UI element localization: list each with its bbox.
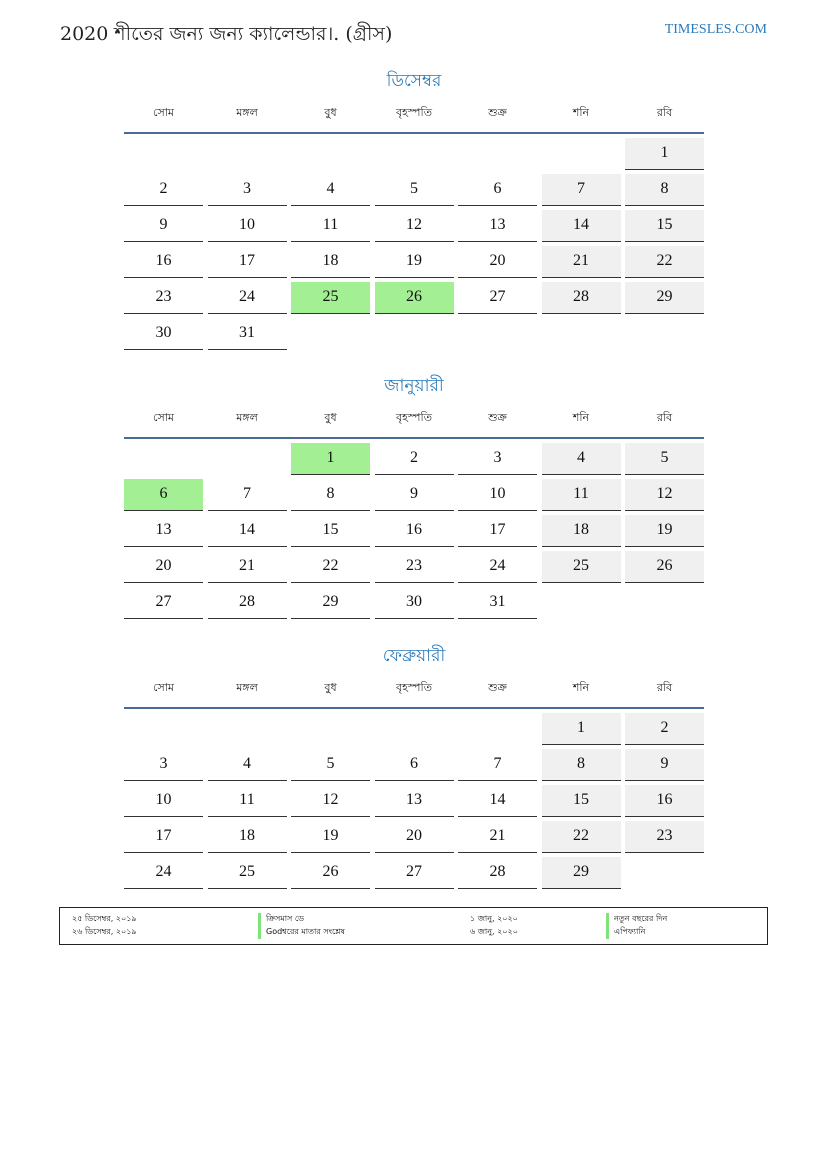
empty-cell: [291, 138, 370, 170]
day-cell: 17: [208, 246, 287, 278]
day-cell: 24: [208, 282, 287, 314]
day-cell: 14: [542, 210, 621, 242]
day-cell: 30: [375, 587, 454, 619]
day-cell: 22: [625, 246, 704, 278]
day-cell: 8: [542, 749, 621, 781]
day-cell: 25: [291, 282, 370, 314]
day-cell: 31: [458, 587, 537, 619]
holiday-legend: [59, 907, 768, 945]
day-cell: 7: [208, 479, 287, 511]
day-cell: 4: [291, 174, 370, 206]
weekday-label: রবি: [656, 681, 673, 694]
day-cell: 28: [208, 587, 287, 619]
empty-cell: [458, 713, 537, 745]
day-grid: [124, 443, 704, 619]
day-cell: 10: [124, 785, 203, 817]
day-cell: 27: [458, 282, 537, 314]
day-cell: 16: [124, 246, 203, 278]
day-cell: 28: [458, 857, 537, 889]
day-cell: 12: [291, 785, 370, 817]
day-cell: 3: [124, 749, 203, 781]
day-cell: 18: [542, 515, 621, 547]
weekday-label: বৃহস্পতি: [396, 411, 432, 424]
day-cell: 13: [124, 515, 203, 547]
day-cell: 25: [208, 857, 287, 889]
day-cell: 13: [375, 785, 454, 817]
weekday-label: মঙ্গল: [236, 681, 258, 694]
day-cell: 20: [124, 551, 203, 583]
day-cell: 24: [124, 857, 203, 889]
legend-date: ২৫ ডিসেম্বর, ২০১৯: [72, 914, 137, 923]
day-cell: 22: [542, 821, 621, 853]
day-cell: 19: [625, 515, 704, 547]
weekday-label: মঙ্গল: [236, 411, 258, 424]
day-cell: 1: [625, 138, 704, 170]
weekday-header: [124, 679, 704, 709]
day-cell: 6: [458, 174, 537, 206]
day-cell: 11: [291, 210, 370, 242]
day-cell: 27: [375, 857, 454, 889]
weekday-label: শুক্র: [488, 106, 507, 119]
day-cell: 2: [625, 713, 704, 745]
empty-cell: [208, 443, 287, 475]
day-cell: 29: [542, 857, 621, 889]
weekday-label: শনি: [572, 106, 590, 119]
day-cell: 3: [208, 174, 287, 206]
day-cell: 20: [375, 821, 454, 853]
day-cell: 7: [542, 174, 621, 206]
weekday-label: বৃহস্পতি: [396, 681, 432, 694]
day-cell: 9: [625, 749, 704, 781]
day-cell: 23: [375, 551, 454, 583]
weekday-label: শুক্র: [488, 681, 507, 694]
empty-cell: [208, 713, 287, 745]
day-cell: 8: [625, 174, 704, 206]
day-cell: 23: [124, 282, 203, 314]
day-cell: 14: [458, 785, 537, 817]
legend-holiday-name: ক্রিসমাস ডে: [258, 913, 304, 926]
legend-holiday-name: এপিফ্যানি: [606, 926, 645, 939]
day-cell: 25: [542, 551, 621, 583]
day-cell: 29: [625, 282, 704, 314]
day-cell: 18: [291, 246, 370, 278]
weekday-label: রবি: [656, 106, 673, 119]
day-cell: 10: [458, 479, 537, 511]
month-december: [124, 70, 704, 350]
day-cell: 10: [208, 210, 287, 242]
day-cell: 2: [375, 443, 454, 475]
weekday-label: বুধ: [324, 411, 337, 424]
day-cell: 12: [625, 479, 704, 511]
empty-cell: [124, 713, 203, 745]
day-grid: [124, 138, 704, 350]
day-cell: 11: [208, 785, 287, 817]
day-cell: 7: [458, 749, 537, 781]
day-cell: 17: [458, 515, 537, 547]
legend-row: [60, 913, 767, 925]
month-february: [124, 645, 704, 889]
weekday-label: বুধ: [324, 681, 337, 694]
empty-cell: [291, 713, 370, 745]
day-cell: 15: [542, 785, 621, 817]
weekday-label: মঙ্গল: [236, 106, 258, 119]
weekday-label: বৃহস্পতি: [396, 106, 432, 119]
day-cell: 4: [208, 749, 287, 781]
day-cell: 31: [208, 318, 287, 350]
weekday-header: [124, 104, 704, 134]
day-cell: 5: [291, 749, 370, 781]
month-january: [124, 375, 704, 619]
empty-cell: [208, 138, 287, 170]
day-cell: 29: [291, 587, 370, 619]
legend-date: ২৬ ডিসেম্বর, ২০১৯: [72, 927, 137, 936]
day-cell: 20: [458, 246, 537, 278]
month-title: ফেব্রুয়ারী: [382, 646, 446, 666]
weekday-label: রবি: [656, 411, 673, 424]
month-title: জানুয়ারী: [384, 376, 444, 396]
day-cell: 27: [124, 587, 203, 619]
legend-date: ১ জানু, ২০২০: [470, 914, 518, 923]
day-cell: 9: [375, 479, 454, 511]
empty-cell: [124, 138, 203, 170]
day-cell: 11: [542, 479, 621, 511]
day-cell: 1: [291, 443, 370, 475]
empty-cell: [542, 138, 621, 170]
legend-holiday-name: Godশ্বরের মাতার সংশ্লেষ: [258, 926, 345, 939]
day-cell: 6: [375, 749, 454, 781]
day-cell: 16: [375, 515, 454, 547]
day-cell: 5: [375, 174, 454, 206]
empty-cell: [458, 138, 537, 170]
day-cell: 19: [375, 246, 454, 278]
day-cell: 1: [542, 713, 621, 745]
weekday-label: সোম: [152, 681, 175, 694]
empty-cell: [124, 443, 203, 475]
day-cell: 21: [542, 246, 621, 278]
page-title: 2020 শীতের জন্য জন্য ক্যালেন্ডার।. (গ্রীস): [60, 23, 393, 45]
month-title: ডিসেম্বর: [386, 71, 442, 91]
day-cell: 6: [124, 479, 203, 511]
day-cell: 26: [291, 857, 370, 889]
day-cell: 5: [625, 443, 704, 475]
day-cell: 21: [458, 821, 537, 853]
day-cell: 23: [625, 821, 704, 853]
day-cell: 12: [375, 210, 454, 242]
day-cell: 15: [291, 515, 370, 547]
day-cell: 18: [208, 821, 287, 853]
day-cell: 2: [124, 174, 203, 206]
day-cell: 4: [542, 443, 621, 475]
weekday-label: শুক্র: [488, 411, 507, 424]
weekday-header: [124, 409, 704, 439]
day-cell: 26: [375, 282, 454, 314]
day-cell: 24: [458, 551, 537, 583]
day-cell: 15: [625, 210, 704, 242]
weekday-label: সোম: [152, 106, 175, 119]
weekday-label: সোম: [152, 411, 175, 424]
legend-date: ৬ জানু, ২০২০: [470, 927, 518, 936]
day-cell: 16: [625, 785, 704, 817]
legend-holiday-name: নতুন বছরের দিন: [606, 913, 667, 926]
day-cell: 26: [625, 551, 704, 583]
legend-row: [60, 926, 767, 938]
day-cell: 8: [291, 479, 370, 511]
day-cell: 17: [124, 821, 203, 853]
empty-cell: [375, 138, 454, 170]
day-cell: 9: [124, 210, 203, 242]
day-cell: 21: [208, 551, 287, 583]
day-cell: 28: [542, 282, 621, 314]
day-cell: 30: [124, 318, 203, 350]
day-cell: 19: [291, 821, 370, 853]
day-cell: 13: [458, 210, 537, 242]
day-cell: 22: [291, 551, 370, 583]
weekday-label: শনি: [572, 681, 590, 694]
day-grid: [124, 713, 704, 889]
day-cell: 3: [458, 443, 537, 475]
weekday-label: বুধ: [324, 106, 337, 119]
day-cell: 14: [208, 515, 287, 547]
weekday-label: শনি: [572, 411, 590, 424]
empty-cell: [375, 713, 454, 745]
site-link[interactable]: TIMESLES.COM: [664, 22, 767, 37]
